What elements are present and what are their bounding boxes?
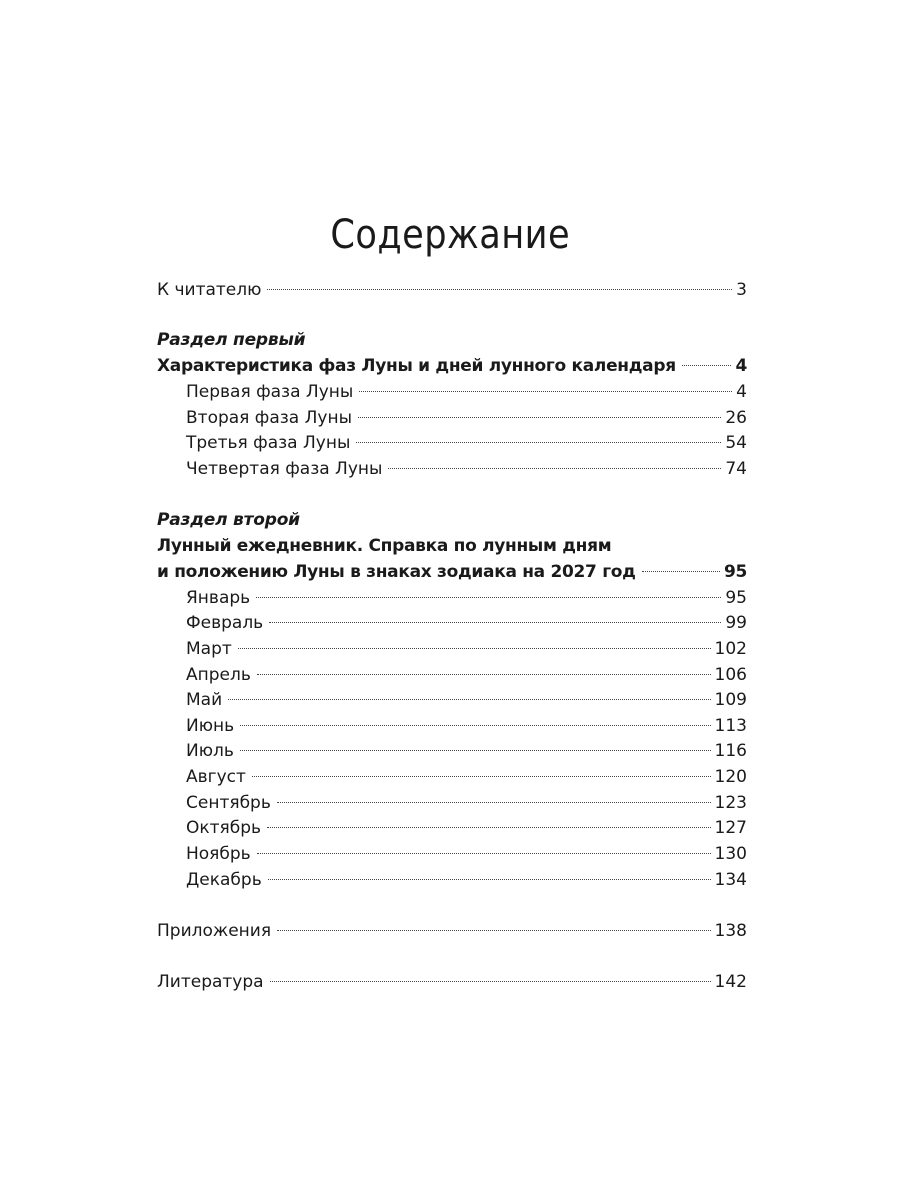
dot-leader bbox=[257, 853, 711, 854]
toc-entry-page: 74 bbox=[725, 459, 747, 479]
toc-entry-label: К читателю bbox=[157, 280, 262, 300]
dot-leader bbox=[252, 776, 711, 777]
toc-entry-label: и положению Луны в знаках зодиака на 2027 год bbox=[157, 562, 636, 582]
toc-entry-intro[interactable] bbox=[157, 278, 747, 302]
toc-entry-june[interactable] bbox=[186, 714, 747, 738]
toc-entry-phase-1[interactable] bbox=[186, 380, 747, 404]
toc-entry-april[interactable] bbox=[186, 663, 747, 687]
toc-entry-page: 123 bbox=[714, 793, 747, 813]
toc-entry-label: Август bbox=[186, 767, 246, 787]
toc-entry-page: 134 bbox=[714, 870, 747, 890]
dot-leader bbox=[257, 674, 711, 675]
toc-entry-label: Третья фаза Луны bbox=[186, 433, 351, 453]
toc-entry-label: Февраль bbox=[186, 613, 264, 633]
section-2-heading: Раздел второй bbox=[157, 510, 300, 530]
toc-entry-may[interactable] bbox=[186, 688, 747, 712]
toc-entry-december[interactable] bbox=[186, 868, 747, 892]
toc-entry-november[interactable] bbox=[186, 842, 747, 866]
toc-entry-page: 95 bbox=[723, 562, 747, 582]
dot-leader bbox=[267, 827, 710, 828]
dot-leader bbox=[358, 417, 721, 418]
toc-entry-section-1[interactable] bbox=[157, 354, 747, 378]
toc-entry-october[interactable] bbox=[186, 816, 747, 840]
toc-entry-label: Декабрь bbox=[186, 870, 262, 890]
dot-leader bbox=[682, 365, 732, 366]
toc-entry-page: 3 bbox=[736, 280, 747, 300]
toc-entry-page: 109 bbox=[714, 690, 747, 710]
toc-entry-page: 130 bbox=[714, 844, 747, 864]
dot-leader bbox=[359, 391, 732, 392]
toc-entry-appendix[interactable] bbox=[157, 919, 747, 943]
toc-entry-label: Приложения bbox=[157, 921, 272, 941]
dot-leader bbox=[642, 571, 720, 572]
toc-entry-label: Май bbox=[186, 690, 223, 710]
dot-leader bbox=[256, 597, 721, 598]
toc-entry-label: Ноябрь bbox=[186, 844, 251, 864]
dot-leader bbox=[268, 879, 711, 880]
section-2-title-line-1: Лунный ежедневник. Справка по лунным дням bbox=[157, 536, 612, 556]
toc-entry-label: Июль bbox=[186, 741, 234, 761]
toc-entry-label: Характеристика фаз Луны и дней лунного календаря bbox=[157, 356, 676, 376]
toc-entry-march[interactable] bbox=[186, 637, 747, 661]
toc-entry-page: 4 bbox=[735, 356, 747, 376]
toc-entry-page: 116 bbox=[714, 741, 747, 761]
toc-entry-page: 113 bbox=[714, 716, 747, 736]
toc-entry-page: 102 bbox=[714, 639, 747, 659]
toc-entry-label: Литература bbox=[157, 972, 264, 992]
dot-leader bbox=[240, 750, 711, 751]
toc-entry-phase-4[interactable] bbox=[186, 457, 747, 481]
dot-leader bbox=[277, 802, 711, 803]
toc-entry-label: Март bbox=[186, 639, 232, 659]
table-of-contents bbox=[157, 0, 747, 1200]
toc-entry-phase-2[interactable] bbox=[186, 406, 747, 430]
dot-leader bbox=[356, 442, 721, 443]
toc-entry-label: Апрель bbox=[186, 665, 251, 685]
toc-entry-september[interactable] bbox=[186, 791, 747, 815]
page-title: Содержание bbox=[330, 211, 571, 258]
toc-entry-page: 138 bbox=[714, 921, 747, 941]
dot-leader bbox=[277, 930, 710, 931]
toc-entry-page: 99 bbox=[725, 613, 747, 633]
toc-entry-page: 26 bbox=[725, 408, 747, 428]
toc-entry-july[interactable] bbox=[186, 739, 747, 763]
toc-entry-label: Вторая фаза Луны bbox=[186, 408, 352, 428]
dot-leader bbox=[269, 622, 721, 623]
toc-entry-page: 4 bbox=[736, 382, 747, 402]
toc-entry-page: 142 bbox=[714, 972, 747, 992]
dot-leader bbox=[238, 648, 711, 649]
toc-entry-page: 95 bbox=[725, 588, 747, 608]
toc-entry-phase-3[interactable] bbox=[186, 431, 747, 455]
toc-entry-section-2[interactable] bbox=[157, 560, 747, 584]
toc-entry-august[interactable] bbox=[186, 765, 747, 789]
toc-entry-page: 120 bbox=[714, 767, 747, 787]
toc-entry-literature[interactable] bbox=[157, 970, 747, 994]
toc-entry-label: Октябрь bbox=[186, 818, 262, 838]
dot-leader bbox=[270, 981, 711, 982]
section-1-heading: Раздел первый bbox=[157, 330, 306, 350]
toc-entry-january[interactable] bbox=[186, 586, 747, 610]
dot-leader bbox=[388, 468, 721, 469]
toc-entry-label: Четвертая фаза Луны bbox=[186, 459, 383, 479]
toc-entry-label: Первая фаза Луны bbox=[186, 382, 354, 402]
dot-leader bbox=[240, 725, 710, 726]
toc-entry-label: Январь bbox=[186, 588, 251, 608]
toc-entry-page: 106 bbox=[714, 665, 747, 685]
toc-entry-page: 127 bbox=[714, 818, 747, 838]
toc-entry-label: Июнь bbox=[186, 716, 235, 736]
toc-entry-page: 54 bbox=[725, 433, 747, 453]
dot-leader bbox=[228, 699, 710, 700]
dot-leader bbox=[267, 289, 732, 290]
toc-entry-february[interactable] bbox=[186, 611, 747, 635]
toc-entry-label: Сентябрь bbox=[186, 793, 271, 813]
